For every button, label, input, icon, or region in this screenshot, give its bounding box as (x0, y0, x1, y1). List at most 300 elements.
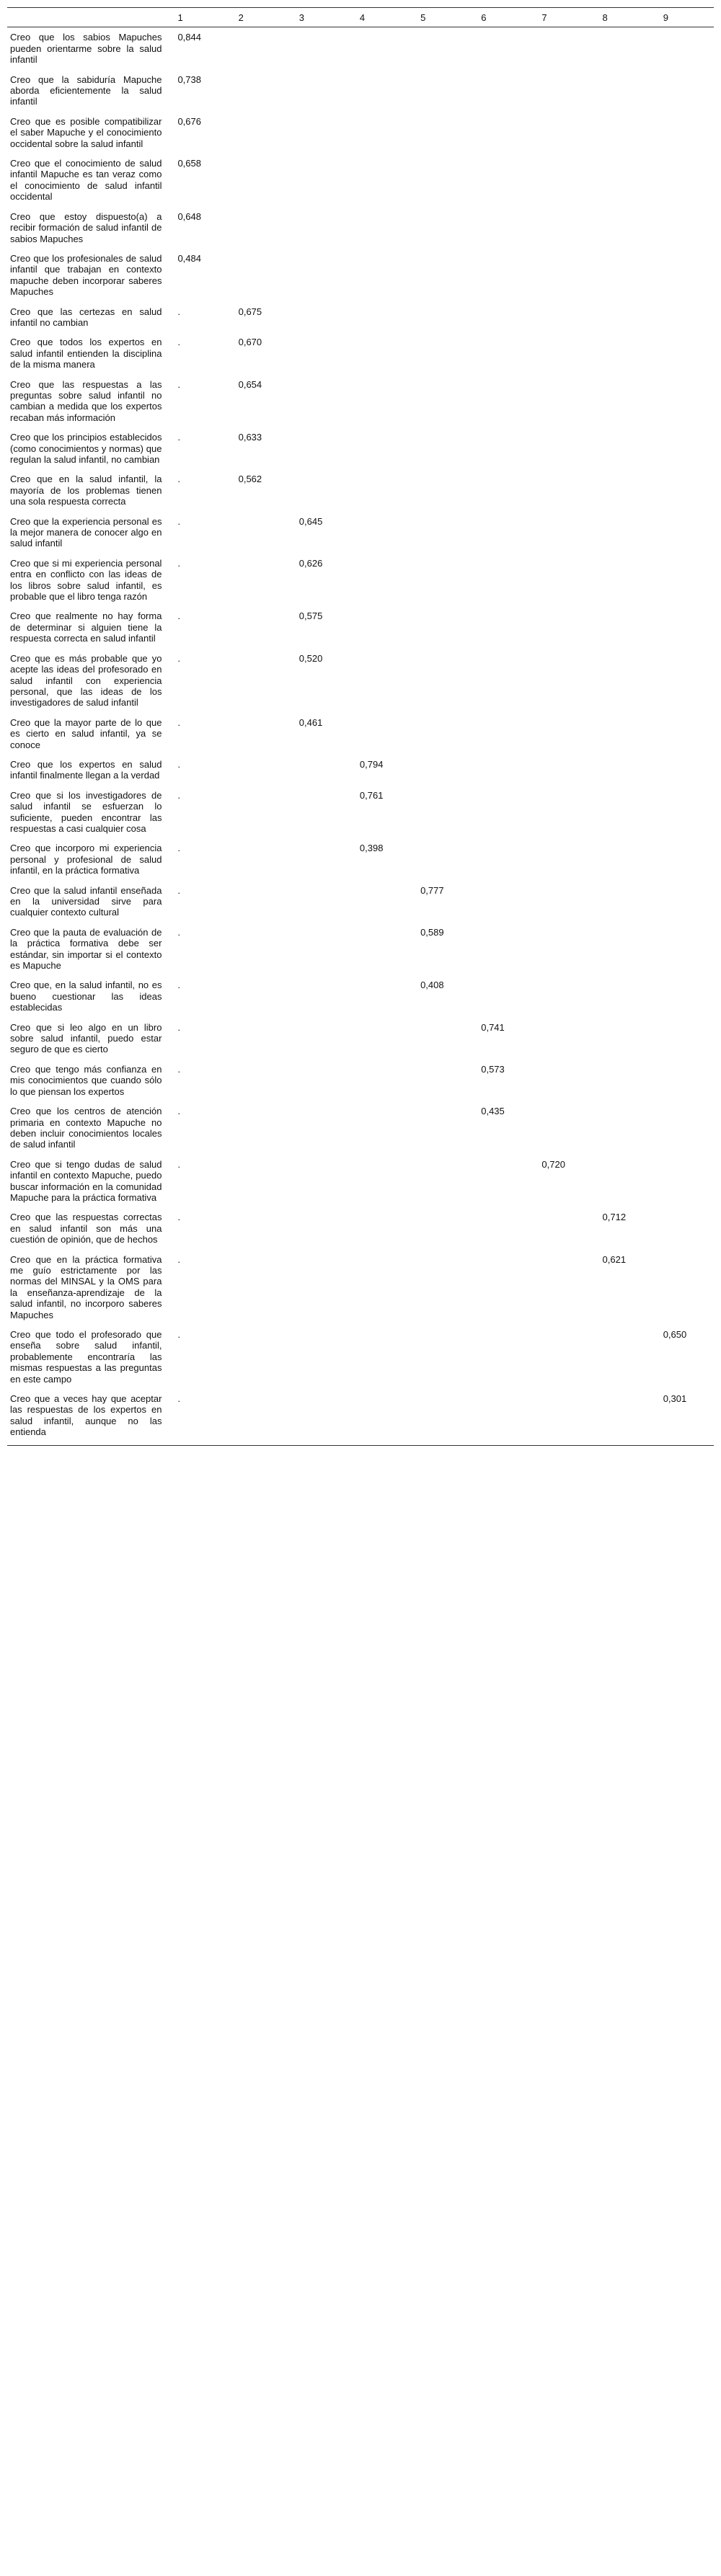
table-row (7, 755, 714, 786)
item-statement: Creo que si los investigadores de salud infantil se esfuerzan lo suficiente, pueden encontrar las respuestas a casi cualquier cosa (10, 789, 162, 834)
item-statement: Creo que estoy dispuesto(a) a recibir formación de salud infantil de sabios Mapuches (10, 210, 162, 244)
table-row (7, 27, 714, 70)
loading-cell (410, 1325, 471, 1389)
loading-cell: 0,738 (177, 74, 201, 85)
loading-cell (350, 112, 410, 154)
loading-cell (593, 1325, 653, 1389)
loading-cell (531, 1207, 592, 1249)
loading-cell (410, 375, 471, 428)
loading-cell (653, 332, 714, 374)
loading-cell (229, 249, 289, 302)
loading-cell (653, 112, 714, 154)
loading-cell (531, 606, 592, 648)
loading-cell: . (177, 980, 181, 991)
item-statement: Creo que el conocimiento de salud infantil Mapuche es tan veraz como el conocimiento de salud infantil occidental (10, 158, 162, 203)
loading-cell (653, 1155, 714, 1208)
loading-cell (653, 554, 714, 607)
loading-cell (593, 881, 653, 923)
loading-cell: . (177, 306, 181, 317)
loading-cell: 0,435 (481, 1106, 505, 1117)
loading-cell (350, 1101, 410, 1155)
loading-cell (289, 332, 350, 374)
loading-cell: 0,794 (359, 758, 384, 770)
loading-cell: . (177, 515, 181, 527)
item-statement: Creo que las certezas en salud infantil no cambian (10, 306, 162, 328)
loading-cell: . (177, 557, 181, 569)
loading-cell (289, 375, 350, 428)
loading-cell (289, 70, 350, 112)
loading-cell: . (177, 1212, 181, 1223)
loading-cell (531, 923, 592, 976)
loading-cell (289, 923, 350, 976)
loading-cell (289, 1389, 350, 1445)
loading-cell (229, 1155, 289, 1208)
loading-cell (653, 249, 714, 302)
loading-cell (531, 375, 592, 428)
loading-cell: 0,621 (602, 1253, 627, 1265)
loading-cell: 0,777 (420, 884, 444, 896)
loading-cell (471, 1325, 531, 1389)
loading-cell (289, 786, 350, 839)
header-factor-9: 9 (653, 8, 714, 27)
loading-cell (531, 755, 592, 786)
loading-cell (531, 154, 592, 207)
loading-cell (653, 1060, 714, 1101)
loading-cell (289, 755, 350, 786)
item-statement: Creo que los sabios Mapuches pueden orientarme sobre la salud infantil (10, 32, 162, 66)
table-row (7, 1325, 714, 1389)
loading-cell (289, 1250, 350, 1325)
loading-cell (350, 1389, 410, 1445)
loading-cell (289, 112, 350, 154)
loading-cell: 0,712 (602, 1212, 627, 1223)
loading-cell (471, 713, 531, 755)
loading-cell (410, 154, 471, 207)
loading-cell (229, 1325, 289, 1389)
loading-cell (229, 1101, 289, 1155)
loading-cell: 0,761 (359, 789, 384, 801)
loading-cell (410, 332, 471, 374)
loading-cell (653, 469, 714, 511)
table-row (7, 923, 714, 976)
loading-cell (531, 332, 592, 374)
loading-cell (593, 427, 653, 469)
loading-cell: 0,626 (298, 557, 323, 569)
loading-cell (410, 838, 471, 880)
loading-cell (410, 469, 471, 511)
loading-cell (471, 302, 531, 333)
loading-cell (410, 786, 471, 839)
loading-cell (531, 1018, 592, 1060)
loading-cell: . (177, 337, 181, 348)
loading-cell: 0,520 (298, 652, 323, 664)
table-row (7, 469, 714, 511)
table-row (7, 786, 714, 839)
loading-cell (471, 207, 531, 249)
loading-cell (531, 207, 592, 249)
loading-cell (653, 302, 714, 333)
loading-cell (471, 1155, 531, 1208)
table-row (7, 713, 714, 755)
loading-cell: . (167, 1389, 228, 1445)
item-statement: Creo que los expertos en salud infantil finalmente llegan a la verdad (10, 758, 162, 781)
loading-cell (653, 1101, 714, 1155)
loading-cell (471, 1389, 531, 1445)
loading-cell (350, 512, 410, 554)
header-factor-6: 6 (471, 8, 531, 27)
loading-cell (593, 975, 653, 1017)
header-factor-1: 1 (167, 8, 228, 27)
loading-cell (471, 755, 531, 786)
item-statement: Creo que si mi experiencia personal entra en conflicto con las ideas de los libros sobre salud infantil, es probable que el libro tenga razón (10, 557, 162, 603)
item-statement: Creo que las respuestas correctas en salud infantil son más una cuestión de opinión, que de hechos (10, 1212, 162, 1245)
loading-cell: . (177, 1158, 181, 1170)
loading-cell: . (177, 432, 181, 443)
loading-cell (593, 1018, 653, 1060)
loading-cell (471, 554, 531, 607)
loading-cell (350, 1325, 410, 1389)
loading-cell (471, 975, 531, 1017)
loading-cell (653, 755, 714, 786)
loading-cell (289, 1101, 350, 1155)
loading-cell (653, 70, 714, 112)
loading-cell (471, 154, 531, 207)
loading-cell (229, 755, 289, 786)
loading-cell: . (177, 378, 181, 390)
loading-cell (410, 249, 471, 302)
loading-cell (229, 881, 289, 923)
loading-cell (593, 332, 653, 374)
loading-cell (531, 469, 592, 511)
loading-cell (410, 302, 471, 333)
item-statement: Creo que en la práctica formativa me guío estrictamente por las normas del MINSAL y la OMS para la enseñanza-aprendizaje de la salud infantil, no incorporo saberes Mapuches (10, 1253, 162, 1320)
loading-cell: 0,648 (177, 210, 201, 222)
table-row (7, 1155, 714, 1208)
loading-cell (653, 1250, 714, 1325)
loading-cell (531, 249, 592, 302)
item-statement: Creo que realmente no hay forma de determinar si alguien tiene la respuesta correcta en salud infantil (10, 610, 162, 644)
loading-cell (531, 1389, 592, 1445)
loading-cell (229, 1060, 289, 1101)
loading-cell: . (177, 716, 181, 728)
loading-cell (229, 1207, 289, 1249)
table-row (7, 1060, 714, 1101)
loading-cell (653, 881, 714, 923)
loading-cell: 0,670 (238, 337, 262, 348)
loading-cell (653, 975, 714, 1017)
loading-cell (593, 1155, 653, 1208)
loading-cell (531, 786, 592, 839)
item-statement: Creo que en la salud infantil, la mayoría de los problemas tienen una sola respuesta correcta (10, 474, 162, 507)
table-row (7, 1018, 714, 1060)
loading-cell (531, 649, 592, 713)
loading-cell: . (177, 610, 181, 622)
loading-cell: 0,741 (481, 1021, 505, 1033)
item-statement: Creo que, en la salud infantil, no es bueno cuestionar las ideas establecidas (10, 980, 162, 1013)
loading-cell (471, 838, 531, 880)
loading-cell (350, 332, 410, 374)
header-factor-2: 2 (229, 8, 289, 27)
loading-cell (350, 1155, 410, 1208)
loading-cell (471, 469, 531, 511)
loading-cell (350, 554, 410, 607)
loading-cell (350, 923, 410, 976)
loading-cell (471, 881, 531, 923)
loading-cell (289, 1060, 350, 1101)
loading-cell (653, 606, 714, 648)
loading-cell (593, 27, 653, 70)
loading-cell (593, 375, 653, 428)
item-statement: Creo que los principios establecidos (como conocimientos y normas) que regulan la salud infantil, no cambian (10, 432, 162, 465)
loading-cell: . (177, 474, 181, 485)
loading-cell (531, 713, 592, 755)
loading-cell (289, 1018, 350, 1060)
loading-cell (531, 975, 592, 1017)
loading-cell (350, 606, 410, 648)
header-row (7, 8, 714, 27)
loading-cell (289, 881, 350, 923)
loading-cell (593, 786, 653, 839)
loading-cell (350, 1018, 410, 1060)
loading-cell (289, 302, 350, 333)
loading-cell (531, 70, 592, 112)
loading-cell (471, 375, 531, 428)
loading-cell (350, 881, 410, 923)
loading-cell (229, 554, 289, 607)
loading-cell (229, 112, 289, 154)
item-statement: Creo que a veces hay que aceptar las respuestas de los expertos en salud infantil, aunque no las entienda (7, 1389, 167, 1445)
loading-cell (593, 755, 653, 786)
loading-cell: 0,562 (238, 474, 262, 485)
loading-cell (289, 427, 350, 469)
loading-cell (653, 207, 714, 249)
loading-cell (229, 1018, 289, 1060)
loading-cell (410, 112, 471, 154)
loading-cell (531, 512, 592, 554)
table-body (7, 27, 714, 1445)
item-statement: Creo que todo el profesorado que enseña sobre salud infantil, probablemente encontraría las mismas respuestas a las preguntas en este campo (10, 1329, 162, 1385)
loading-cell (593, 649, 653, 713)
loading-cell (653, 786, 714, 839)
loading-cell: 0,575 (298, 610, 323, 622)
table-row (7, 975, 714, 1017)
loading-cell (653, 838, 714, 880)
loading-cell: 0,301 (653, 1389, 714, 1445)
loading-cell (289, 1207, 350, 1249)
loading-cell (471, 249, 531, 302)
loading-cell: 0,573 (481, 1063, 505, 1075)
loading-cell (653, 649, 714, 713)
loading-cell (593, 1060, 653, 1101)
loading-cell (471, 1250, 531, 1325)
loading-cell (471, 112, 531, 154)
loading-cell (653, 375, 714, 428)
loading-cell (410, 1018, 471, 1060)
loading-cell (653, 713, 714, 755)
loading-cell (350, 27, 410, 70)
item-statement: Creo que los profesionales de salud infantil que trabajan en contexto mapuche deben incorporar saberes Mapuches (10, 252, 162, 298)
loading-cell: 0,633 (238, 432, 262, 443)
loading-cell (471, 1207, 531, 1249)
loading-cell (593, 112, 653, 154)
loading-cell (229, 512, 289, 554)
header-factor-5: 5 (410, 8, 471, 27)
loading-cell (593, 554, 653, 607)
table-row (7, 70, 714, 112)
table-row (7, 375, 714, 428)
loading-cell (289, 1325, 350, 1389)
loading-cell (410, 207, 471, 249)
loading-cell (593, 1101, 653, 1155)
loading-cell (350, 1207, 410, 1249)
loading-cell: 0,461 (298, 716, 323, 728)
loading-cell (531, 554, 592, 607)
loading-cell (229, 154, 289, 207)
loading-cell (229, 649, 289, 713)
loading-cell: 0,408 (420, 980, 444, 991)
loading-cell (410, 512, 471, 554)
loading-cell (410, 27, 471, 70)
loading-cell (410, 1207, 471, 1249)
table-row (7, 1250, 714, 1325)
loading-cell (653, 1207, 714, 1249)
header-factor-3: 3 (289, 8, 350, 27)
loading-cell (229, 1389, 289, 1445)
loading-cell (229, 975, 289, 1017)
loading-cell (471, 512, 531, 554)
loading-cell: 0,844 (177, 32, 201, 43)
loading-cell (350, 154, 410, 207)
loading-cell (289, 975, 350, 1017)
item-statement: Creo que todos los expertos en salud infantil entienden la disciplina de la misma manera (10, 337, 162, 370)
loading-cell: . (177, 1253, 181, 1265)
loading-cell: 0,484 (177, 252, 201, 264)
loading-cell (350, 1060, 410, 1101)
loading-cell (593, 302, 653, 333)
loading-cell (471, 332, 531, 374)
loading-cell (531, 1325, 592, 1389)
loading-cell: . (177, 1329, 181, 1340)
loading-cell (229, 1250, 289, 1325)
loading-cell (531, 427, 592, 469)
loading-cell (289, 207, 350, 249)
loading-cell (653, 427, 714, 469)
loading-cell (229, 70, 289, 112)
loading-cell (531, 1101, 592, 1155)
loading-cell: . (177, 843, 181, 854)
item-statement: Creo que incorporo mi experiencia personal y profesional de salud infantil, en la práctica formativa (10, 843, 162, 876)
table-row (7, 838, 714, 880)
table-row (7, 207, 714, 249)
loading-cell (410, 70, 471, 112)
loading-cell: . (177, 926, 181, 938)
loading-cell (593, 713, 653, 755)
loading-cell: 0,675 (238, 306, 262, 317)
table-row (7, 154, 714, 207)
loading-cell: 0,720 (541, 1158, 565, 1170)
loading-cell (229, 786, 289, 839)
loading-cell (229, 838, 289, 880)
table-row (7, 302, 714, 333)
loading-cell: . (177, 1021, 181, 1033)
loading-cell (410, 1250, 471, 1325)
loading-cell (289, 838, 350, 880)
loading-cell (289, 469, 350, 511)
loading-cell (471, 649, 531, 713)
loading-cell: . (177, 758, 181, 770)
loading-cell (350, 249, 410, 302)
table-row (7, 1207, 714, 1249)
loading-cell (289, 27, 350, 70)
item-statement: Creo que es posible compatibilizar el saber Mapuche y el conocimiento occidental sobre la salud infantil (10, 115, 162, 149)
factor-loadings-table-container (7, 7, 714, 1446)
loading-cell (653, 923, 714, 976)
header-factor-8: 8 (593, 8, 653, 27)
loading-cell: . (177, 652, 181, 664)
loading-cell (350, 649, 410, 713)
item-statement: Creo que la pauta de evaluación de la práctica formativa debe ser estándar, sin importar si el contexto es Mapuche (10, 926, 162, 972)
table-row (7, 554, 714, 607)
table-row (7, 427, 714, 469)
item-statement: Creo que los centros de atención primaria en contexto Mapuche no deben incluir conocimientos locales de salud infantil (10, 1106, 162, 1150)
loading-cell (410, 1060, 471, 1101)
header-factor-7: 7 (531, 8, 592, 27)
loading-cell (410, 606, 471, 648)
loading-cell: . (177, 1106, 181, 1117)
table-row (7, 249, 714, 302)
loading-cell (410, 427, 471, 469)
loading-cell: 0,658 (177, 158, 201, 169)
table-row (7, 606, 714, 648)
loading-cell (593, 1389, 653, 1445)
loading-cell (410, 1101, 471, 1155)
loading-cell (410, 554, 471, 607)
loading-cell: 0,645 (298, 515, 323, 527)
loading-cell (410, 649, 471, 713)
loading-cell (410, 1155, 471, 1208)
loading-cell (593, 838, 653, 880)
loading-cell (350, 427, 410, 469)
loading-cell: 0,398 (359, 843, 384, 854)
loading-cell (350, 469, 410, 511)
header-factor-4: 4 (350, 8, 410, 27)
loading-cell (531, 112, 592, 154)
loading-cell: 0,676 (177, 115, 201, 127)
item-statement: Creo que es más probable que yo acepte las ideas del profesorado en salud infantil con experiencia personal, que las ideas de los investigadores de salud infantil (10, 652, 162, 709)
loading-cell (593, 154, 653, 207)
item-statement: Creo que si leo algo en un libro sobre salud infantil, puedo estar seguro de que es cierto (10, 1021, 162, 1055)
loading-cell (593, 469, 653, 511)
loading-cell (229, 27, 289, 70)
loading-cell (289, 249, 350, 302)
item-statement: Creo que si tengo dudas de salud infantil en contexto Mapuche, puedo buscar información en la comunidad Mapuche para la práctica formativa (10, 1158, 162, 1203)
loading-cell (471, 923, 531, 976)
loading-cell (410, 713, 471, 755)
item-statement: Creo que tengo más confianza en mis conocimientos que cuando sólo lo que piensan los expertos (10, 1063, 162, 1097)
factor-loadings-table (7, 7, 714, 1446)
loading-cell (350, 302, 410, 333)
loading-cell (471, 427, 531, 469)
loading-cell (593, 249, 653, 302)
table-row (7, 649, 714, 713)
loading-cell: . (177, 789, 181, 801)
loading-cell (350, 207, 410, 249)
loading-cell: . (177, 884, 181, 896)
loading-cell (350, 1250, 410, 1325)
loading-cell (531, 838, 592, 880)
table-row (7, 881, 714, 923)
loading-cell (531, 881, 592, 923)
